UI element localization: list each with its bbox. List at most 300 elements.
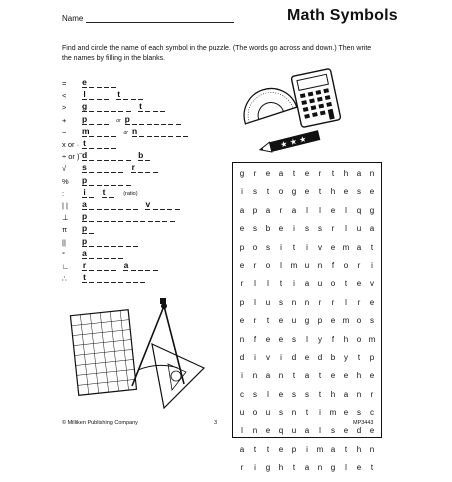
letter-blank[interactable] — [104, 260, 109, 271]
letter-blank[interactable] — [118, 236, 123, 247]
puzzle-letter[interactable]: e — [369, 426, 375, 436]
puzzle-letter[interactable]: n — [291, 297, 297, 307]
puzzle-letter[interactable]: u — [265, 297, 271, 307]
puzzle-letter[interactable]: g — [291, 187, 297, 197]
puzzle-letter[interactable]: e — [356, 279, 362, 289]
puzzle-letter[interactable]: v — [370, 279, 374, 289]
letter-blank[interactable] — [126, 199, 131, 210]
letter-blank[interactable] — [161, 126, 166, 137]
puzzle-letter[interactable]: i — [280, 242, 282, 252]
hint-letter-blank[interactable]: p — [82, 211, 88, 222]
puzzle-letter[interactable]: s — [318, 224, 322, 234]
puzzle-letter[interactable]: a — [343, 389, 349, 399]
puzzle-letter[interactable]: v — [318, 242, 322, 252]
puzzle-letter[interactable]: s — [357, 408, 361, 418]
hint-letter-blank[interactable]: d — [82, 150, 88, 161]
letter-blank[interactable] — [126, 150, 131, 161]
letter-blank[interactable] — [89, 150, 94, 161]
puzzle-letter[interactable]: g — [369, 205, 375, 215]
puzzle-letter[interactable]: h — [356, 444, 362, 454]
hint-letter-blank[interactable]: p — [124, 113, 130, 124]
puzzle-letter[interactable]: r — [240, 463, 244, 473]
puzzle-letter[interactable]: t — [357, 352, 361, 362]
letter-blank[interactable] — [97, 248, 102, 259]
puzzle-letter[interactable]: a — [304, 371, 310, 381]
letter-blank[interactable] — [139, 114, 144, 125]
puzzle-letter[interactable]: n — [278, 371, 284, 381]
letter-blank[interactable] — [89, 260, 94, 271]
puzzle-letter[interactable]: t — [318, 389, 322, 399]
letter-blank[interactable] — [97, 162, 102, 173]
letter-blank[interactable] — [133, 272, 138, 283]
puzzle-letter[interactable]: i — [293, 279, 295, 289]
puzzle-letter[interactable]: a — [369, 224, 375, 234]
letter-blank[interactable] — [168, 126, 173, 137]
letter-blank[interactable] — [126, 272, 131, 283]
puzzle-letter[interactable]: e — [239, 224, 245, 234]
hint-letter-blank[interactable]: e — [82, 77, 87, 87]
puzzle-letter[interactable]: e — [330, 316, 336, 326]
letter-blank[interactable] — [138, 260, 143, 271]
puzzle-letter[interactable]: g — [330, 463, 336, 473]
puzzle-letter[interactable]: m — [316, 444, 324, 454]
letter-blank[interactable] — [97, 260, 102, 271]
letter-blank[interactable] — [154, 126, 159, 137]
puzzle-letter[interactable]: s — [279, 297, 283, 307]
letter-blank[interactable] — [104, 175, 109, 186]
hint-letter-blank[interactable]: p — [82, 235, 88, 246]
puzzle-letter[interactable]: s — [253, 224, 257, 234]
puzzle-letter[interactable]: o — [265, 260, 271, 270]
puzzle-letter[interactable]: a — [356, 242, 362, 252]
letter-blank[interactable] — [118, 248, 123, 259]
puzzle-letter[interactable]: e — [343, 408, 349, 418]
hint-letter-blank[interactable]: r — [131, 162, 135, 173]
letter-blank[interactable] — [97, 77, 102, 88]
puzzle-letter[interactable]: l — [267, 279, 269, 289]
puzzle-letter[interactable]: r — [370, 389, 374, 399]
puzzle-letter[interactable]: s — [305, 389, 309, 399]
hint-letter-blank[interactable]: l — [83, 89, 86, 100]
puzzle-letter[interactable]: a — [239, 444, 245, 454]
letter-blank[interactable] — [89, 187, 94, 198]
hint-letter-blank[interactable]: t — [117, 89, 121, 100]
letter-blank[interactable] — [104, 89, 109, 100]
puzzle-letter[interactable]: e — [265, 334, 271, 344]
puzzle-letter[interactable]: t — [370, 463, 374, 473]
puzzle-letter[interactable]: t — [279, 279, 283, 289]
letter-blank[interactable] — [118, 175, 123, 186]
puzzle-letter[interactable]: h — [330, 187, 336, 197]
puzzle-letter[interactable]: r — [318, 169, 322, 178]
letter-blank[interactable] — [145, 162, 150, 173]
letter-blank[interactable] — [97, 175, 102, 186]
hint-letter-blank[interactable]: t — [83, 138, 86, 148]
puzzle-letter[interactable]: o — [343, 260, 349, 270]
letter-blank[interactable] — [97, 126, 102, 137]
letter-blank[interactable] — [138, 89, 143, 100]
letter-blank[interactable] — [111, 162, 116, 173]
letter-blank[interactable] — [145, 150, 150, 161]
letter-blank[interactable] — [104, 236, 109, 247]
puzzle-letter[interactable]: t — [266, 316, 270, 326]
puzzle-letter[interactable]: t — [344, 279, 348, 289]
puzzle-letter[interactable]: l — [345, 463, 347, 473]
puzzle-letter[interactable]: n — [291, 408, 297, 418]
letter-blank[interactable] — [140, 272, 145, 283]
hint-letter-blank[interactable]: g — [82, 101, 88, 112]
puzzle-letter[interactable]: a — [304, 279, 310, 289]
puzzle-letter[interactable]: m — [329, 408, 337, 418]
letter-blank[interactable] — [153, 162, 158, 173]
puzzle-letter[interactable]: t — [305, 408, 309, 418]
puzzle-letter[interactable]: i — [280, 352, 282, 362]
puzzle-letter[interactable]: t — [292, 169, 296, 178]
puzzle-letter[interactable]: i — [371, 260, 373, 270]
letter-blank[interactable] — [133, 199, 138, 210]
puzzle-letter[interactable]: e — [278, 334, 284, 344]
puzzle-letter[interactable]: n — [317, 463, 323, 473]
hint-letter-blank[interactable]: b — [138, 150, 144, 161]
puzzle-letter[interactable]: l — [267, 389, 269, 399]
puzzle-letter[interactable]: i — [254, 352, 256, 362]
letter-blank[interactable] — [97, 211, 102, 222]
puzzle-letter[interactable]: a — [265, 371, 271, 381]
puzzle-letter[interactable]: t — [318, 371, 322, 381]
puzzle-letter[interactable]: c — [370, 408, 374, 418]
letter-blank[interactable] — [89, 89, 94, 100]
hint-letter-blank[interactable]: a — [82, 247, 87, 258]
puzzle-letter[interactable]: d — [291, 352, 297, 362]
puzzle-letter[interactable]: r — [253, 316, 257, 326]
letter-blank[interactable] — [147, 114, 152, 125]
letter-blank[interactable] — [89, 272, 94, 283]
puzzle-letter[interactable]: s — [266, 242, 270, 252]
letter-blank[interactable] — [104, 162, 109, 173]
hint-letter-blank[interactable]: r — [82, 260, 87, 270]
letter-blank[interactable] — [123, 89, 128, 100]
puzzle-letter[interactable]: u — [291, 426, 297, 436]
hint-letter-blank[interactable]: t — [83, 272, 86, 283]
puzzle-letter[interactable]: t — [266, 444, 270, 454]
puzzle-letter[interactable]: l — [241, 426, 243, 436]
puzzle-letter[interactable]: n — [356, 389, 362, 399]
hint-letter-blank[interactable]: v — [145, 199, 151, 209]
puzzle-letter[interactable]: e — [330, 205, 336, 215]
letter-blank[interactable] — [89, 248, 94, 259]
puzzle-letter[interactable]: e — [356, 463, 362, 473]
hint-letter-blank[interactable]: s — [82, 162, 87, 173]
letter-blank[interactable] — [170, 211, 175, 222]
puzzle-letter[interactable]: f — [331, 334, 335, 344]
letter-blank[interactable] — [89, 138, 94, 149]
puzzle-letter[interactable]: p — [317, 316, 323, 326]
puzzle-letter[interactable]: n — [239, 334, 245, 344]
letter-blank[interactable] — [89, 101, 94, 112]
puzzle-letter[interactable]: p — [291, 444, 297, 454]
letter-blank[interactable] — [140, 211, 145, 222]
letter-blank[interactable] — [118, 150, 123, 161]
letter-blank[interactable] — [118, 162, 123, 173]
puzzle-letter[interactable]: p — [239, 297, 245, 307]
puzzle-letter[interactable]: l — [280, 260, 282, 270]
letter-blank[interactable] — [175, 199, 180, 210]
puzzle-letter[interactable]: u — [317, 279, 323, 289]
puzzle-letter[interactable]: l — [254, 297, 256, 307]
letter-blank[interactable] — [104, 211, 109, 222]
letter-blank[interactable] — [111, 248, 116, 259]
puzzle-letter[interactable]: d — [239, 352, 245, 362]
puzzle-letter[interactable]: y — [344, 352, 348, 362]
puzzle-letter[interactable]: y — [318, 334, 322, 344]
letter-blank[interactable] — [111, 211, 116, 222]
puzzle-letter[interactable]: r — [357, 297, 361, 307]
puzzle-letter[interactable]: e — [278, 224, 284, 234]
letter-blank[interactable] — [111, 101, 116, 112]
puzzle-letter[interactable]: r — [253, 169, 257, 178]
puzzle-letter[interactable]: u — [304, 260, 310, 270]
letter-blank[interactable] — [132, 114, 137, 125]
puzzle-letter[interactable]: p — [239, 242, 245, 252]
letter-blank[interactable] — [148, 211, 153, 222]
puzzle-letter[interactable]: g — [304, 316, 310, 326]
letter-blank[interactable] — [118, 211, 123, 222]
puzzle-letter[interactable]: m — [342, 242, 350, 252]
puzzle-letter[interactable]: e — [265, 426, 271, 436]
puzzle-letter[interactable]: t — [292, 242, 296, 252]
puzzle-letter[interactable]: n — [317, 260, 323, 270]
puzzle-letter[interactable]: t — [370, 242, 374, 252]
puzzle-letter[interactable]: i — [306, 242, 308, 252]
letter-blank[interactable] — [104, 150, 109, 161]
puzzle-letter[interactable]: o — [252, 408, 258, 418]
letter-blank[interactable] — [109, 187, 114, 198]
puzzle-letter[interactable]: e — [239, 316, 245, 326]
puzzle-letter[interactable]: f — [331, 260, 335, 270]
letter-blank[interactable] — [131, 260, 136, 271]
letter-blank[interactable] — [97, 272, 102, 283]
hint-letter-blank[interactable]: t — [139, 101, 142, 112]
puzzle-letter[interactable]: s — [370, 316, 374, 326]
letter-blank[interactable] — [126, 175, 131, 186]
puzzle-letter[interactable]: p — [252, 205, 258, 215]
letter-blank[interactable] — [138, 162, 143, 173]
puzzle-letter[interactable]: n — [369, 169, 375, 178]
letter-blank[interactable] — [111, 126, 116, 137]
puzzle-letter[interactable]: s — [279, 408, 283, 418]
puzzle-letter[interactable]: m — [368, 334, 376, 344]
letter-blank[interactable] — [153, 199, 158, 210]
puzzle-letter[interactable]: h — [343, 169, 349, 178]
letter-blank[interactable] — [89, 162, 94, 173]
letter-blank[interactable] — [111, 272, 116, 283]
puzzle-letter[interactable]: n — [369, 444, 375, 454]
puzzle-letter[interactable]: e — [304, 169, 310, 178]
puzzle-letter[interactable]: n — [304, 297, 310, 307]
puzzle-letter[interactable]: q — [278, 426, 284, 436]
puzzle-letter[interactable]: r — [279, 205, 283, 215]
letter-blank[interactable] — [167, 199, 172, 210]
letter-blank[interactable] — [111, 150, 116, 161]
puzzle-letter[interactable]: d — [317, 352, 323, 362]
letter-blank[interactable] — [89, 114, 94, 125]
puzzle-letter[interactable]: u — [291, 316, 297, 326]
letter-blank[interactable] — [97, 138, 102, 149]
letter-blank[interactable] — [97, 236, 102, 247]
puzzle-letter[interactable]: s — [331, 426, 335, 436]
puzzle-letter[interactable]: b — [330, 352, 336, 362]
letter-blank[interactable] — [131, 89, 136, 100]
puzzle-letter[interactable]: a — [304, 426, 310, 436]
puzzle-letter[interactable]: e — [239, 260, 245, 270]
letter-blank[interactable] — [154, 114, 159, 125]
puzzle-letter[interactable]: l — [319, 426, 321, 436]
puzzle-letter[interactable]: m — [342, 316, 350, 326]
letter-blank[interactable] — [176, 114, 181, 125]
puzzle-letter[interactable]: o — [252, 242, 258, 252]
hint-letter-blank[interactable]: t — [102, 186, 106, 197]
puzzle-letter[interactable]: i — [319, 408, 321, 418]
letter-blank[interactable] — [104, 199, 109, 210]
puzzle-letter[interactable]: e — [343, 426, 349, 436]
puzzle-letter[interactable]: g — [239, 169, 245, 178]
letter-blank[interactable] — [111, 236, 116, 247]
letter-blank[interactable] — [97, 199, 102, 210]
puzzle-letter[interactable]: p — [369, 352, 375, 362]
letter-blank[interactable] — [104, 101, 109, 112]
letter-blank[interactable] — [111, 260, 116, 271]
hint-letter-blank[interactable]: a — [123, 260, 129, 270]
puzzle-letter[interactable]: e — [265, 169, 271, 178]
puzzle-letter[interactable]: e — [304, 352, 310, 362]
puzzle-letter[interactable]: h — [330, 389, 336, 399]
puzzle-letter[interactable]: o — [330, 279, 336, 289]
puzzle-letter[interactable]: a — [278, 169, 284, 178]
letter-blank[interactable] — [97, 150, 102, 161]
puzzle-letter[interactable]: s — [292, 389, 296, 399]
puzzle-letter[interactable]: s — [292, 334, 296, 344]
puzzle-letter[interactable]: h — [356, 371, 362, 381]
puzzle-letter[interactable]: l — [345, 297, 347, 307]
puzzle-letter[interactable]: e — [304, 187, 310, 197]
puzzle-letter[interactable]: e — [278, 444, 284, 454]
puzzle-letter[interactable]: v — [266, 352, 270, 362]
puzzle-letter[interactable]: l — [254, 279, 256, 289]
puzzle-letter[interactable]: e — [343, 371, 349, 381]
letter-blank[interactable] — [89, 236, 94, 247]
puzzle-letter[interactable]: s — [253, 187, 257, 197]
puzzle-letter[interactable]: a — [330, 444, 336, 454]
letter-blank[interactable] — [118, 272, 123, 283]
puzzle-letter[interactable]: i — [306, 444, 308, 454]
puzzle-letter[interactable]: u — [265, 408, 271, 418]
letter-blank[interactable] — [97, 101, 102, 112]
puzzle-letter[interactable]: i — [254, 463, 256, 473]
letter-blank[interactable] — [126, 101, 131, 112]
letter-blank[interactable] — [104, 114, 109, 125]
puzzle-letter[interactable]: u — [239, 408, 245, 418]
puzzle-letter[interactable]: r — [318, 297, 322, 307]
letter-blank[interactable] — [161, 114, 166, 125]
puzzle-letter[interactable]: e — [278, 389, 284, 399]
letter-blank[interactable] — [155, 211, 160, 222]
puzzle-letter[interactable]: e — [330, 242, 336, 252]
hint-letter-blank[interactable]: p — [82, 223, 88, 234]
letter-blank[interactable] — [133, 236, 138, 247]
letter-blank[interactable] — [160, 101, 165, 112]
letter-blank[interactable] — [118, 101, 123, 112]
puzzle-letter[interactable]: t — [253, 444, 257, 454]
letter-blank[interactable] — [147, 126, 152, 137]
puzzle-letter[interactable]: r — [240, 279, 244, 289]
puzzle-letter[interactable]: b — [265, 224, 271, 234]
hint-letter-blank[interactable]: m — [82, 125, 90, 136]
puzzle-letter[interactable]: t — [292, 463, 296, 473]
puzzle-letter[interactable]: t — [344, 444, 348, 454]
letter-blank[interactable] — [104, 126, 109, 137]
puzzle-letter[interactable]: e — [330, 371, 336, 381]
letter-blank[interactable] — [111, 77, 116, 88]
letter-blank[interactable] — [133, 211, 138, 222]
letter-blank[interactable] — [89, 126, 94, 137]
puzzle-letter[interactable]: s — [357, 187, 361, 197]
letter-blank[interactable] — [104, 77, 109, 88]
puzzle-letter[interactable]: t — [318, 187, 322, 197]
letter-blank[interactable] — [183, 126, 188, 137]
letter-blank[interactable] — [118, 199, 123, 210]
hint-letter-blank[interactable]: n — [131, 125, 138, 136]
letter-blank[interactable] — [104, 272, 109, 283]
puzzle-letter[interactable]: o — [278, 187, 284, 197]
puzzle-letter[interactable]: c — [240, 389, 244, 399]
puzzle-letter[interactable]: h — [343, 334, 349, 344]
puzzle-letter[interactable]: n — [252, 371, 258, 381]
puzzle-letter[interactable]: u — [356, 224, 362, 234]
letter-blank[interactable] — [111, 199, 116, 210]
hint-letter-blank[interactable]: p — [82, 113, 88, 124]
letter-blank[interactable] — [145, 260, 150, 271]
puzzle-letter[interactable]: t — [331, 169, 335, 178]
puzzle-letter[interactable]: e — [369, 371, 375, 381]
letter-blank[interactable] — [97, 89, 102, 100]
puzzle-letter[interactable]: s — [305, 224, 309, 234]
puzzle-letter[interactable]: a — [356, 169, 362, 178]
puzzle-letter[interactable]: s — [253, 389, 257, 399]
puzzle-letter[interactable]: o — [356, 316, 362, 326]
puzzle-letter[interactable]: n — [252, 426, 258, 436]
letter-blank[interactable] — [89, 175, 94, 186]
letter-blank[interactable] — [104, 248, 109, 259]
letter-blank[interactable] — [89, 199, 94, 210]
letter-blank[interactable] — [153, 260, 158, 271]
puzzle-letter[interactable]: r — [331, 297, 335, 307]
puzzle-letter[interactable]: t — [292, 371, 296, 381]
letter-blank[interactable] — [153, 101, 158, 112]
puzzle-letter[interactable]: f — [253, 334, 257, 344]
puzzle-letter[interactable]: i — [241, 187, 243, 197]
puzzle-letter[interactable]: l — [319, 205, 321, 215]
hint-letter-blank[interactable]: p — [82, 174, 88, 185]
puzzle-letter[interactable]: d — [356, 426, 362, 436]
puzzle-letter[interactable]: e — [343, 187, 349, 197]
letter-blank[interactable] — [176, 126, 181, 137]
puzzle-letter[interactable]: t — [266, 187, 270, 197]
puzzle-letter[interactable]: i — [241, 371, 243, 381]
puzzle-letter[interactable]: a — [239, 205, 245, 215]
puzzle-letter[interactable]: l — [306, 205, 308, 215]
puzzle-letter[interactable]: o — [356, 334, 362, 344]
letter-blank[interactable] — [104, 138, 109, 149]
